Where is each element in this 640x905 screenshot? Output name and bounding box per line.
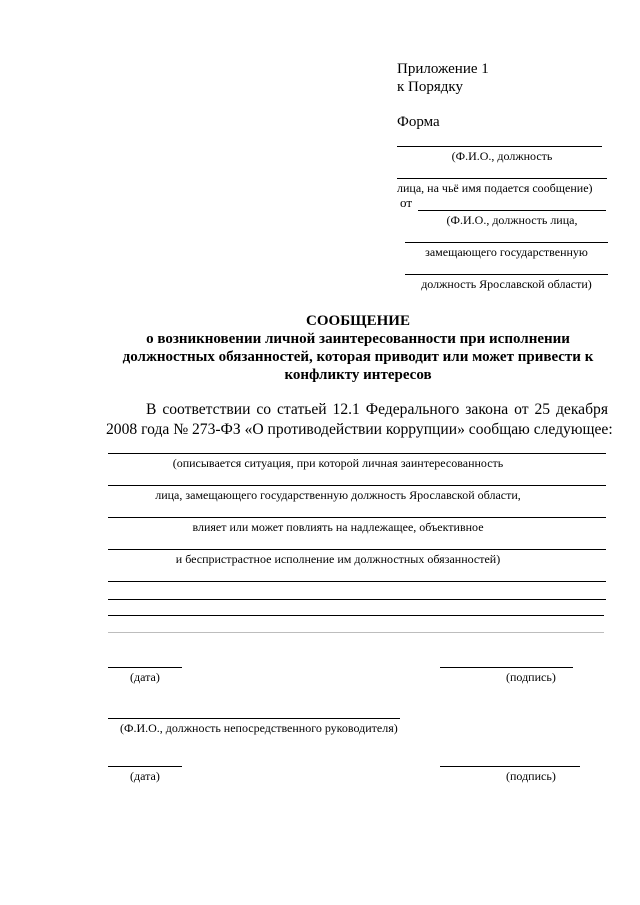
body-line-2: 2008 года № 273-ФЗ «О противодействии коррупции» сообщаю следующее:: [106, 421, 613, 438]
title-line-3: конфликту интересов: [284, 367, 432, 383]
date-line-1[interactable]: [108, 667, 182, 668]
description-line-5[interactable]: [108, 581, 606, 582]
description-caption-1: (описывается ситуация, при которой личная заинтересованность: [172, 456, 504, 470]
description-line-3[interactable]: [108, 517, 606, 518]
addressee-line-1[interactable]: [397, 146, 602, 147]
supervisor-line[interactable]: [108, 718, 400, 719]
description-line-1[interactable]: [108, 453, 606, 454]
description-caption-2: лица, замещающего государственную должность Ярославской области,: [155, 488, 521, 502]
signature-caption-2: (подпись): [506, 769, 556, 783]
description-line-8[interactable]: [108, 632, 604, 633]
sender-line-2[interactable]: [405, 242, 608, 243]
description-line-7[interactable]: [108, 615, 604, 616]
date-caption-1: (дата): [130, 670, 160, 684]
form-label: Форма: [397, 114, 440, 130]
description-caption-4: и беспристрастное исполнение им должностных обязанностей): [175, 552, 501, 566]
appendix-line-2: к Порядку: [397, 79, 463, 95]
sender-caption-2: замещающего государственную: [425, 245, 588, 259]
title-line-1: о возникновении личной заинтересованности при исполнении: [146, 331, 570, 347]
signature-caption-1: (подпись): [506, 670, 556, 684]
description-line-4[interactable]: [108, 549, 606, 550]
sender-caption-1: (Ф.И.О., должность лица,: [446, 213, 578, 227]
from-label: от: [400, 195, 413, 210]
addressee-caption-2: лица, на чьё имя подается сообщение): [397, 181, 593, 195]
sender-line-1[interactable]: [418, 210, 606, 211]
sender-caption-3: должность Ярославской области): [421, 277, 592, 291]
addressee-caption-1: (Ф.И.О., должность: [451, 149, 553, 163]
date-line-2[interactable]: [108, 766, 182, 767]
signature-line-2[interactable]: [440, 766, 580, 767]
date-caption-2: (дата): [130, 769, 160, 783]
appendix-line-1: Приложение 1: [397, 61, 489, 77]
document-title: СООБЩЕНИЕ: [306, 313, 410, 329]
supervisor-caption: (Ф.И.О., должность непосредственного руководителя): [120, 721, 398, 735]
title-line-2: должностных обязанностей, которая приводит или может привести к: [122, 349, 594, 365]
body-line-1: В соответствии со статьей 12.1 Федерального закона от 25 декабря: [146, 401, 608, 418]
description-caption-3: влияет или может повлиять на надлежащее, объективное: [192, 520, 484, 534]
sender-line-3[interactable]: [405, 274, 608, 275]
description-line-6[interactable]: [108, 599, 606, 600]
signature-line-1[interactable]: [440, 667, 573, 668]
description-line-2[interactable]: [108, 485, 606, 486]
addressee-line-2[interactable]: [397, 178, 607, 179]
